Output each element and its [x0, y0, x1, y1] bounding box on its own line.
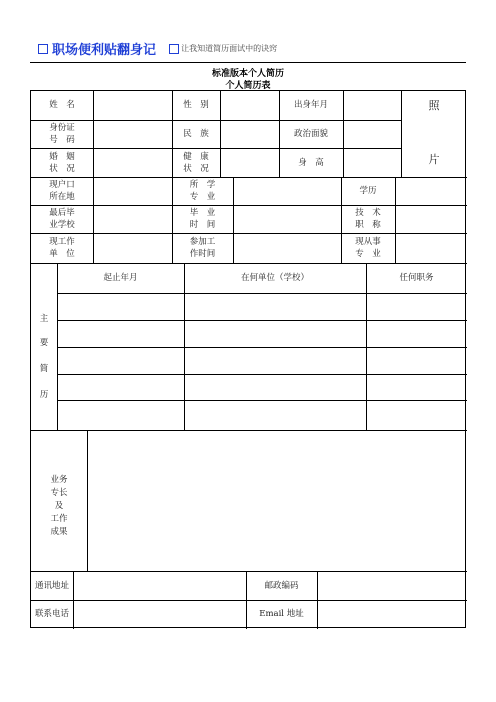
workstart-label-line1: 参加工	[189, 237, 216, 247]
tech-title-label-line1: 技 术	[355, 208, 381, 218]
resume-side-label-3: 简	[39, 364, 49, 374]
gender-label: 性 别	[183, 100, 209, 110]
photo-label-top: 照	[428, 99, 440, 112]
address-label: 通讯地址	[34, 581, 69, 591]
resume-side-label-2: 要	[39, 338, 49, 348]
marriage-label-line1: 婚 姻	[49, 152, 75, 162]
school-label-line1: 最后毕	[49, 208, 75, 218]
school-field[interactable]	[93, 205, 172, 233]
workplace-field[interactable]	[93, 233, 172, 263]
major-field[interactable]	[233, 177, 341, 205]
column-header-period: 起止年月	[103, 273, 138, 283]
major-label-line1: 所 学	[189, 180, 216, 190]
resume-side-label-4: 历	[39, 390, 49, 400]
resume-side-label-1: 主	[39, 314, 49, 324]
workstart-field[interactable]	[233, 233, 341, 263]
brand-title: 职场便利贴翻身记	[52, 43, 157, 58]
column-header-unit: 在何单位（学校）	[240, 273, 309, 283]
height-field[interactable]	[343, 148, 401, 177]
email-field[interactable]	[317, 600, 467, 629]
phone-field[interactable]	[73, 600, 246, 629]
name-label: 姓 名	[49, 100, 75, 110]
ethnicity-field[interactable]	[220, 120, 279, 148]
table-row[interactable]	[57, 400, 467, 430]
name-field[interactable]	[93, 91, 172, 120]
postcode-field[interactable]	[317, 571, 467, 600]
grad-label-line1: 毕 业	[189, 208, 216, 218]
resume-form	[30, 90, 466, 628]
education-label: 学历	[359, 186, 377, 196]
id-label-line1: 身份证	[49, 123, 75, 133]
workplace-label-line1: 现工作	[49, 237, 75, 247]
page-header	[38, 38, 468, 58]
health-field[interactable]	[220, 148, 279, 177]
photo-box[interactable]	[401, 91, 467, 177]
document-title: 标准版本个人简历	[211, 69, 284, 79]
photo-label-bottom: 片	[428, 153, 440, 166]
id-field[interactable]	[93, 120, 172, 148]
address-field[interactable]	[73, 571, 246, 600]
achievement-label-2: 专长	[50, 488, 68, 498]
achievement-label-4: 工作	[50, 514, 68, 524]
achievement-label-5: 成果	[50, 527, 68, 537]
workplace-label-line2: 单 位	[49, 249, 75, 259]
brand-subtitle: 让我知道简历面试中的诀窍	[181, 44, 278, 53]
birth-field[interactable]	[343, 91, 401, 120]
achievement-field[interactable]	[87, 430, 467, 571]
grad-time-field[interactable]	[233, 205, 341, 233]
gender-field[interactable]	[220, 91, 279, 120]
checkbox-icon	[169, 44, 179, 54]
education-field[interactable]	[395, 177, 467, 205]
postcode-label: 邮政编码	[264, 581, 299, 591]
table-row[interactable]	[57, 374, 467, 400]
grad-label-line2: 时 间	[189, 220, 216, 230]
hukou-label-line2: 所在地	[49, 192, 75, 202]
achievement-label-1: 业务	[50, 475, 68, 485]
table-row[interactable]	[57, 320, 467, 347]
hukou-field[interactable]	[93, 177, 172, 205]
workstart-label-line2: 作时间	[189, 249, 216, 259]
id-label-line2: 号 码	[49, 135, 75, 145]
current-major-label-line2: 专 业	[355, 249, 381, 259]
birth-label: 出身年月	[293, 100, 328, 110]
health-label-line2: 状 况	[183, 164, 209, 174]
table-row[interactable]	[57, 293, 467, 320]
major-label-line2: 专 业	[189, 192, 216, 202]
tech-title-field[interactable]	[395, 205, 467, 233]
school-label-line2: 业学校	[49, 220, 75, 230]
current-major-label-line1: 现从事	[355, 237, 381, 247]
checkbox-icon	[38, 44, 48, 54]
height-label: 身 高	[298, 158, 324, 168]
achievement-label-3: 及	[54, 501, 64, 511]
email-label: Email 地址	[259, 609, 304, 619]
political-field[interactable]	[343, 120, 401, 148]
document-subtitle: 个人简历表	[225, 81, 271, 91]
phone-label: 联系电话	[34, 609, 69, 619]
marriage-label-line2: 状 况	[49, 164, 75, 174]
ethnicity-label: 民 族	[183, 129, 209, 139]
marriage-field[interactable]	[93, 148, 172, 177]
current-major-field[interactable]	[395, 233, 467, 263]
column-header-position: 任何职务	[399, 273, 434, 283]
political-label: 政治面貌	[293, 129, 328, 139]
health-label-line1: 健 康	[183, 152, 209, 162]
grid-line	[31, 263, 467, 264]
hukou-label-line1: 现户口	[49, 180, 75, 190]
header-divider	[30, 62, 466, 63]
tech-title-label-line2: 职 称	[355, 220, 381, 230]
table-row[interactable]	[57, 347, 467, 374]
